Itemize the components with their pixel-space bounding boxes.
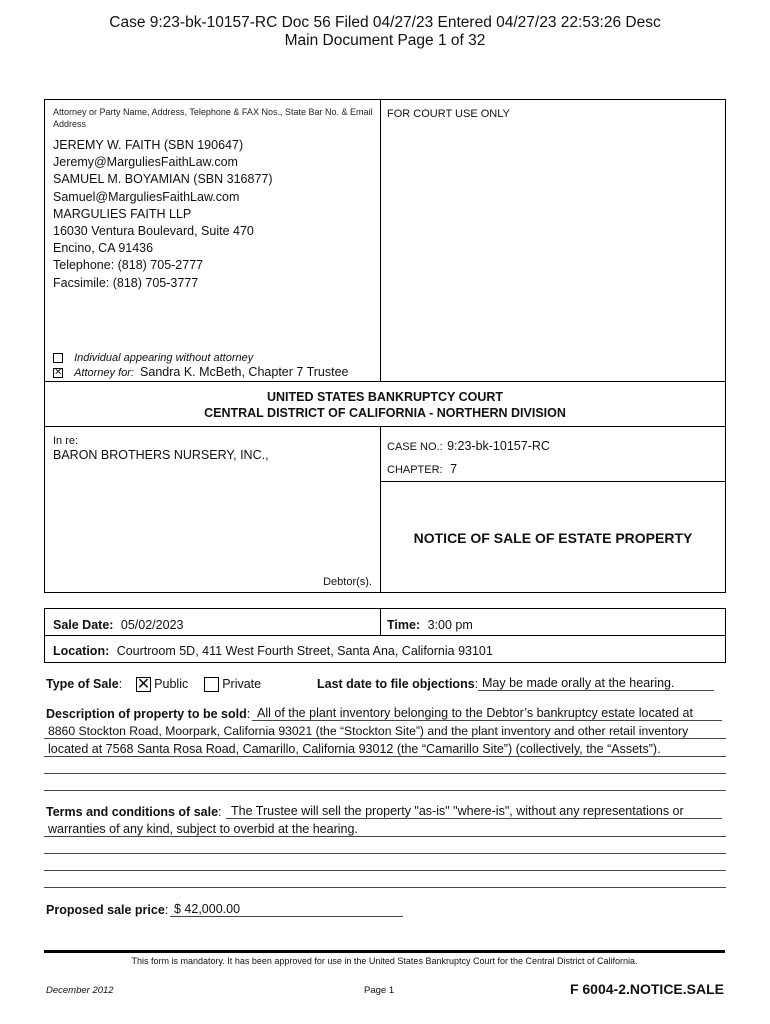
attorney-box-label: Attorney or Party Name, Address, Telephone & FAX Nos., State Bar No. & Email Address xyxy=(53,107,373,129)
attorney-address-block xyxy=(53,137,273,292)
sale-location-label: Location: xyxy=(53,644,110,658)
sale-time-label: Time: xyxy=(387,618,421,632)
case-header-line2: Main Document Page 1 of 32 xyxy=(284,32,486,49)
self-represented-label: Individual appearing without attorney xyxy=(74,352,254,364)
debtor-label: Debtor(s). xyxy=(323,576,372,588)
self-represented-checkbox[interactable] xyxy=(53,353,63,363)
objections-row: Last date to file objections: xyxy=(317,677,479,691)
sale-date-box xyxy=(44,608,381,636)
private-label: Private xyxy=(222,677,262,691)
public-checkbox[interactable]: ✕ xyxy=(136,676,151,694)
price-label-row: Proposed sale price: xyxy=(46,903,169,917)
in-re-label: In re: xyxy=(53,435,79,447)
attorney-for-option[interactable] xyxy=(53,365,349,379)
attorney-line: JEREMY W. FAITH (SBN 190647) xyxy=(53,138,244,152)
attorney-line: Jeremy@MarguliesFaithLaw.com xyxy=(53,155,238,170)
objections-label: Last date to file objections xyxy=(317,677,475,691)
case-no-value: 9:23-bk-10157-RC xyxy=(447,439,550,453)
description-line: 8860 Stockton Road, Moorpark, California 93021 (the “Stockton Site”) and the plant inventory and other retail inventory xyxy=(48,724,689,738)
private-checkbox[interactable] xyxy=(204,677,219,692)
sale-date-value: 05/02/2023 xyxy=(120,618,184,632)
terms-label-row: Terms and conditions of sale: xyxy=(46,805,222,819)
case-caption-box xyxy=(44,426,381,593)
sale-date-label: Sale Date: xyxy=(53,618,114,632)
notice-title: NOTICE OF SALE OF ESTATE PROPERTY xyxy=(413,530,693,546)
terms-line: warranties of any kind, subject to overbid at the hearing. xyxy=(48,822,358,836)
attorney-for-checkbox[interactable]: ✕ xyxy=(54,367,63,379)
sale-time-value: 3:00 pm xyxy=(427,618,473,632)
public-label: Public xyxy=(154,677,189,691)
sale-location-box xyxy=(44,635,726,663)
price-value: $ 42,000.00 xyxy=(174,902,241,916)
court-title-box xyxy=(44,381,726,427)
attorney-for-label: Attorney for: xyxy=(74,367,134,379)
case-header-line1: Case 9:23-bk-10157-RC Doc 56 Filed 04/27/23 Entered 04/27/23 22:53:26 Desc xyxy=(109,14,661,31)
footer-date: December 2012 xyxy=(46,985,114,996)
footer-rule xyxy=(44,950,725,953)
footer-mandatory: This form is mandatory. It has been approved for use in the United States Bankruptcy Court for the Central District of California. xyxy=(131,956,638,966)
type-of-sale-label: Type of Sale xyxy=(46,677,119,691)
type-of-sale-row: Type of Sale: ✕ Public Private xyxy=(46,676,262,694)
footer-form-id: F 6004-2.NOTICE.SALE xyxy=(569,981,724,997)
court-use-label: FOR COURT USE ONLY xyxy=(387,108,510,120)
court-use-box xyxy=(380,99,726,382)
sale-location-value: Courtroom 5D, 411 West Fourth Street, Santa Ana, California 93101 xyxy=(116,644,493,658)
description-line: All of the plant inventory belonging to the Debtor’s bankruptcy estate located at xyxy=(257,706,693,720)
case-no-label: CASE NO.: xyxy=(387,441,443,453)
attorney-line: 16030 Ventura Boulevard, Suite 470 xyxy=(53,224,254,239)
self-represented-option[interactable] xyxy=(53,352,253,364)
attorney-line: Samuel@MarguliesFaithLaw.com xyxy=(53,189,240,204)
description-line: located at 7568 Santa Rosa Road, Camarillo, California 93012 (the “Camarillo Site”) (collectively, the “Assets”). xyxy=(48,742,661,756)
terms-label: Terms and conditions of sale xyxy=(46,805,219,819)
attorney-for-value: Sandra K. McBeth, Chapter 7 Trustee xyxy=(140,365,349,379)
case-number-box xyxy=(380,426,726,482)
footer-page: Page 1 xyxy=(364,985,395,996)
terms-line: The Trustee will sell the property "as-is" "where-is", without any representations or xyxy=(231,804,684,818)
chapter-value: 7 xyxy=(450,462,458,476)
notice-title-box xyxy=(380,481,726,593)
court-name: UNITED STATES BANKRUPTCY COURT xyxy=(266,390,504,404)
attorney-info-box xyxy=(44,99,381,382)
attorney-line: Encino, CA 91436 xyxy=(53,241,154,256)
attorney-line: Facsimile: (818) 705-3777 xyxy=(53,275,199,290)
attorney-line: SAMUEL M. BOYAMIAN (SBN 316877) xyxy=(53,172,273,187)
court-district: CENTRAL DISTRICT OF CALIFORNIA - NORTHERN DIVISION xyxy=(204,406,566,420)
chapter-label: CHAPTER: xyxy=(387,464,443,476)
sale-time-box xyxy=(380,608,726,636)
description-label: Description of property to be sold xyxy=(46,707,247,721)
attorney-line: MARGULIES FAITH LLP xyxy=(53,206,192,221)
objections-value: May be made orally at the hearing. xyxy=(482,676,675,690)
price-label: Proposed sale price xyxy=(46,903,165,917)
attorney-line: Telephone: (818) 705-2777 xyxy=(53,258,204,273)
description-label-row: Description of property to be sold: xyxy=(46,707,251,721)
debtor-name: BARON BROTHERS NURSERY, INC., xyxy=(53,448,269,462)
